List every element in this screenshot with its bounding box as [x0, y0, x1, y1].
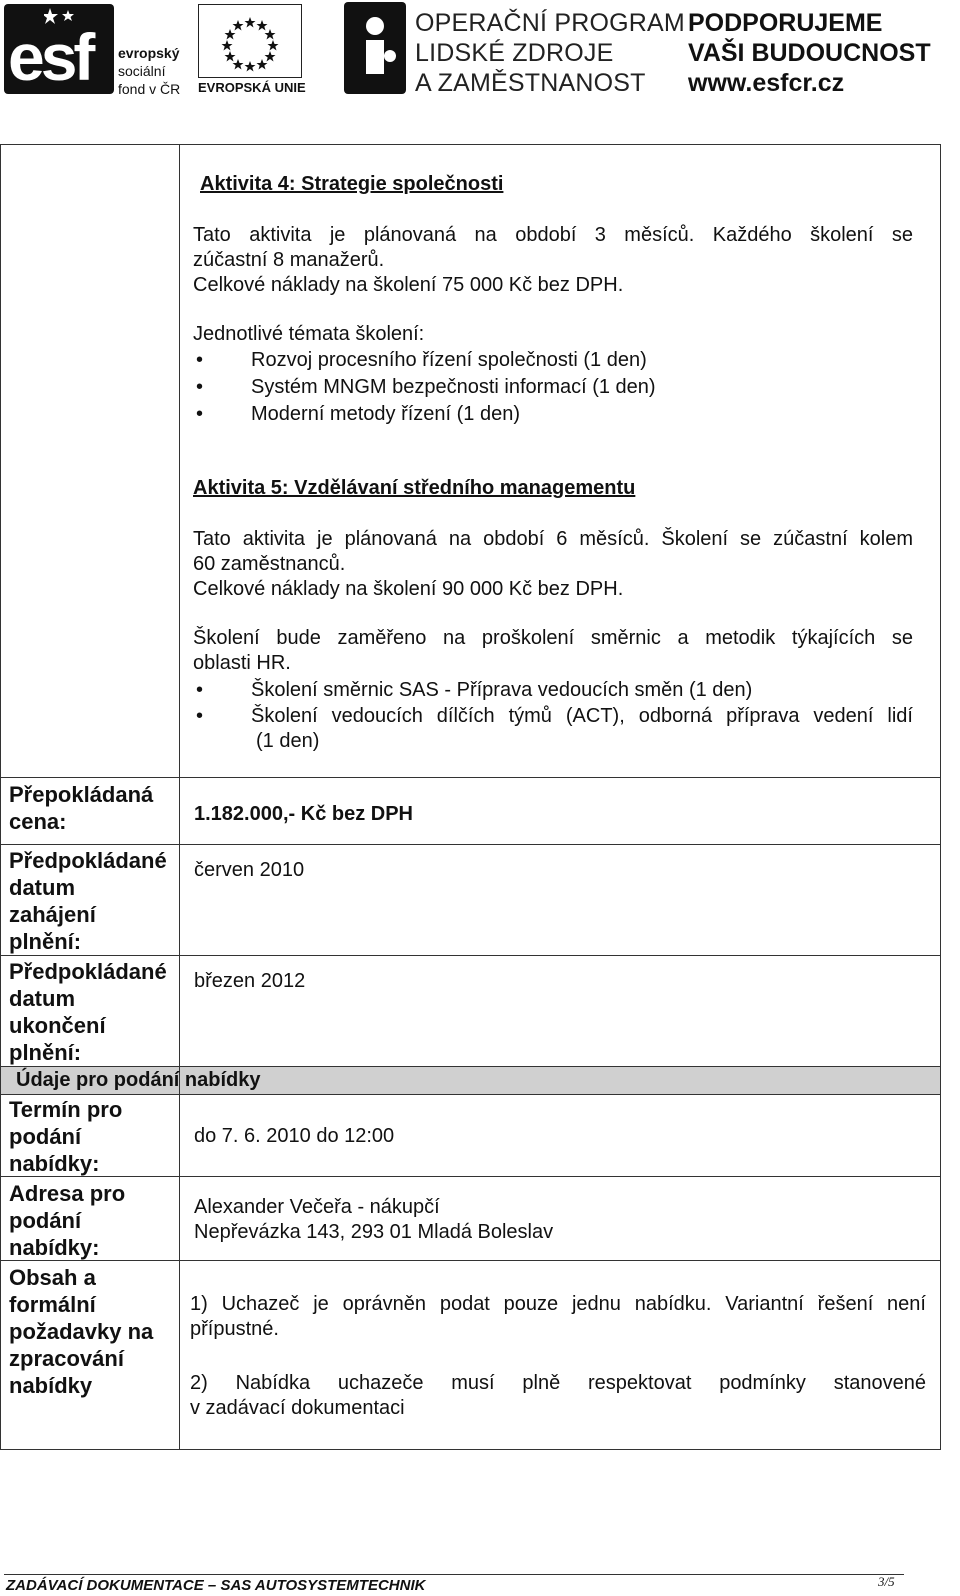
esf-logo-mark: [4, 4, 114, 94]
esf-line3: fond v ČR: [118, 81, 181, 97]
row-divider: [0, 1066, 941, 1067]
content-label: [9, 1264, 153, 1399]
page-number: 3/5: [878, 1574, 895, 1589]
activity5-focus-line1: Školení bude zaměřeno na proškolení směrnic a metodik týkajících se: [193, 627, 913, 649]
row-divider: [0, 844, 941, 845]
activity5-focus: [193, 626, 913, 676]
requirement1-line2: přípustné.: [190, 1318, 279, 1340]
start-date-label: [9, 847, 167, 955]
label-line: nabídky: [9, 1373, 93, 1398]
header-logos: [0, 0, 960, 110]
label-line: Adresa pro: [9, 1181, 126, 1206]
address-value: [194, 1195, 553, 1245]
bullet-icon: •: [196, 349, 204, 371]
label-line: nabídky:: [9, 1235, 100, 1260]
program-line3: A ZAMĚSTNANOST: [415, 69, 646, 97]
bullet-icon: •: [196, 376, 204, 398]
program-line2: LIDSKÉ ZDROJE: [415, 39, 614, 67]
label-line: Předpokládané: [9, 959, 167, 984]
label-line: zpracování: [9, 1346, 124, 1371]
label-line: cena:: [9, 809, 67, 834]
activity4-text-line1: Tato aktivita je plánovaná na období 3 měsíců. Každého školení se: [193, 224, 913, 246]
list-item: Systém MNGM bezpečnosti informací (1 den): [251, 376, 656, 398]
bullet-icon: •: [196, 679, 204, 701]
label-line: plnění:: [9, 929, 82, 954]
esf-letters: esf: [8, 20, 92, 94]
start-date-value: červen 2010: [194, 859, 305, 881]
activity4-description: [193, 223, 913, 298]
label-line: plnění:: [9, 1040, 82, 1065]
esf-logo-text: [118, 44, 180, 98]
program-line1: OPERAČNÍ PROGRAM: [415, 9, 685, 37]
list-item: Školení směrnic SAS - Příprava vedoucích směn (1 den): [251, 679, 753, 701]
label-line: formální: [9, 1292, 96, 1317]
eu-label: EVROPSKÁ UNIE: [198, 80, 306, 95]
deadline-label: [9, 1096, 122, 1177]
slogan-line2: VAŠI BUDOUCNOST: [688, 39, 931, 67]
activity5-focus-line2: oblasti HR.: [193, 652, 291, 674]
label-line: nabídky:: [9, 1151, 100, 1176]
row-divider: [0, 1176, 941, 1177]
activity5-text-line2: 60 zaměstnanců.: [193, 553, 346, 575]
price-value: 1.182.000,- Kč bez DPH: [194, 803, 413, 825]
address-line2: Nepřevázka 143, 293 01 Mladá Boleslav: [194, 1221, 554, 1243]
activity4-title: Aktivita 4: Strategie společnosti: [200, 173, 504, 195]
end-date-label: [9, 958, 167, 1066]
label-line: datum: [9, 875, 75, 900]
eu-flag-icon: [198, 4, 302, 78]
requirement1-line1: 1) Uchazeč je oprávněn podat pouze jednu nabídku. Variantní řešení není: [190, 1293, 926, 1315]
activity5-title: Aktivita 5: Vzdělávaní středního managementu: [193, 477, 636, 499]
stars-icon: [44, 8, 84, 26]
list-item: Moderní metody řízení (1 den): [251, 403, 521, 425]
address-label: [9, 1180, 125, 1261]
esf-line1: evropský: [118, 45, 180, 61]
address-line1: Alexander Večeřa - nákupčí: [194, 1196, 440, 1218]
puzzle-figure-icon: [344, 2, 406, 94]
label-line: Termín pro: [9, 1097, 123, 1122]
activity4-text-line3: Celkové náklady na školení 75 000 Kč bez DPH.: [193, 274, 624, 296]
price-label: [9, 781, 153, 835]
list-item: Školení vedoucích dílčích týmů (ACT), odborná příprava vedení lidí: [251, 705, 913, 727]
row-divider: [0, 777, 941, 778]
label-line: Přepokládaná: [9, 782, 154, 807]
column-divider: [179, 144, 180, 1450]
bullet-icon: •: [196, 705, 204, 727]
activity4-topics-intro: Jednotlivé témata školení:: [193, 323, 425, 345]
footer-rule: [4, 1574, 904, 1575]
list-item: Rozvoj procesního řízení společnosti (1 den): [251, 349, 647, 371]
esf-line2: sociální: [118, 63, 166, 79]
activity5-description: [193, 527, 913, 602]
end-date-value: březen 2012: [194, 970, 306, 992]
esf-logo: [4, 4, 188, 96]
content-requirements: [190, 1292, 926, 1421]
label-line: Předpokládané: [9, 848, 167, 873]
activity5-text-line1: Tato aktivita je plánovaná na období 6 měsíců. Školení se zúčastní kolem: [193, 528, 913, 550]
row-divider: [0, 955, 941, 956]
label-line: podání: [9, 1208, 82, 1233]
slogan-line1: PODPORUJEME: [688, 9, 883, 37]
label-line: požadavky na: [9, 1319, 154, 1344]
label-line: Obsah a: [9, 1265, 96, 1290]
activity5-text-line3: Celkové náklady na školení 90 000 Kč bez DPH.: [193, 578, 624, 600]
deadline-value: do 7. 6. 2010 do 12:00: [194, 1125, 395, 1147]
slogan-url: www.esfcr.cz: [688, 69, 845, 97]
bullet-icon: •: [196, 403, 204, 425]
label-line: ukončení: [9, 1013, 106, 1038]
label-line: podání: [9, 1124, 82, 1149]
row-divider: [0, 1260, 941, 1261]
label-line: datum: [9, 986, 75, 1011]
row-divider: [0, 1094, 941, 1095]
label-line: zahájení: [9, 902, 96, 927]
slogan: [688, 8, 931, 98]
list-item-continuation: (1 den): [256, 730, 320, 752]
section-title: Údaje pro podání nabídky: [16, 1069, 261, 1091]
activity4-text-line2: zúčastní 8 manažerů.: [193, 249, 385, 271]
requirement2-line1: 2) Nabídka uchazeče musí plně respektovat podmínky stanovené: [190, 1372, 926, 1394]
requirement2-line2: v zadávací dokumentaci: [190, 1397, 405, 1419]
footer-text: ZADÁVACÍ DOKUMENTACE – SAS AUTOSYSTEMTECHNIK: [6, 1577, 426, 1594]
program-name: [415, 8, 685, 98]
